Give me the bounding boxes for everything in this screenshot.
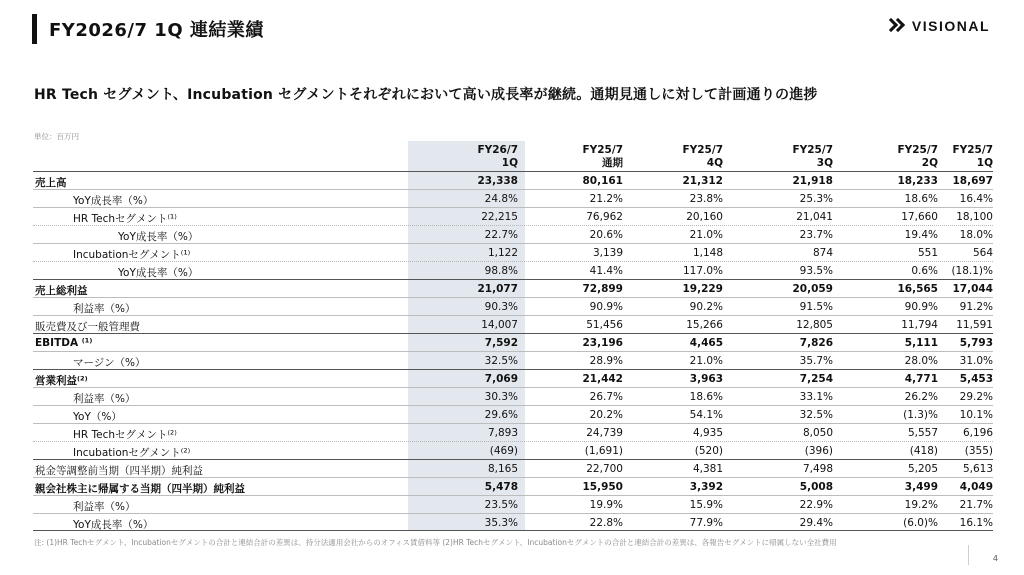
table-row <box>33 459 993 477</box>
cell-value: (1.3)% <box>903 409 938 421</box>
cell-value: 28.9% <box>589 355 623 367</box>
cell-value: 21.7% <box>959 499 993 511</box>
cell-value: 30.3% <box>484 391 518 403</box>
cell-value: 19.9% <box>589 499 623 511</box>
cell-value: 21,077 <box>477 283 518 295</box>
cell-value: 98.8% <box>484 265 518 277</box>
cell-value: 22.9% <box>799 499 833 511</box>
cell-value: 551 <box>917 247 938 259</box>
column-header: FY25/7 3Q <box>792 144 833 169</box>
cell-value: 54.1% <box>689 409 723 421</box>
table-row <box>33 351 993 369</box>
table-row <box>33 243 993 261</box>
chevron-logo-icon <box>886 18 908 34</box>
table-row <box>33 189 993 207</box>
cell-value: 26.2% <box>904 391 938 403</box>
cell-value: 5,613 <box>962 463 993 475</box>
cell-value: 21,918 <box>792 175 833 187</box>
cell-value: (1,691) <box>584 445 623 457</box>
cell-value: 20,160 <box>686 211 723 223</box>
cell-value: 51,456 <box>586 319 623 331</box>
cell-value: 23,338 <box>477 175 518 187</box>
cell-value: 93.5% <box>799 265 833 277</box>
row-label: YoY成長率（%） <box>73 519 154 531</box>
cell-value: 24.8% <box>484 193 518 205</box>
cell-value: 5,557 <box>907 427 938 439</box>
table-header <box>33 141 993 171</box>
unit-label: 単位：百万円 <box>34 132 79 141</box>
cell-value: 91.5% <box>799 301 833 313</box>
cell-value: 32.5% <box>799 409 833 421</box>
cell-value: 23.5% <box>484 499 518 511</box>
company-logo <box>886 18 990 34</box>
cell-value: (418) <box>909 445 938 457</box>
cell-value: 4,935 <box>692 427 723 439</box>
cell-value: 23,196 <box>582 337 623 349</box>
cell-value: 5,205 <box>907 463 938 475</box>
cell-value: 11,794 <box>901 319 938 331</box>
row-label: 利益率（%） <box>73 501 136 513</box>
cell-value: 6,196 <box>962 427 993 439</box>
logo-text: VISIONAL <box>911 18 990 34</box>
page-number: 4 <box>992 554 998 563</box>
cell-value: 19,229 <box>682 283 723 295</box>
cell-value: 17,044 <box>952 283 993 295</box>
column-header: FY25/7 2Q <box>897 144 938 169</box>
table-row <box>33 423 993 441</box>
column-header: FY25/7 4Q <box>682 144 723 169</box>
row-label: YoY（%） <box>73 411 122 423</box>
cell-value: 29.6% <box>484 409 518 421</box>
cell-value: 19.2% <box>904 499 938 511</box>
cell-value: 28.0% <box>904 355 938 367</box>
cell-value: 24,739 <box>586 427 623 439</box>
cell-value: 5,453 <box>959 373 993 385</box>
row-label: 売上総利益 <box>35 285 88 297</box>
cell-value: 32.5% <box>484 355 518 367</box>
cell-value: 18.6% <box>904 193 938 205</box>
table-row <box>33 333 993 351</box>
cell-value: 15,266 <box>686 319 723 331</box>
cell-value: 16.1% <box>959 517 993 529</box>
cell-value: 18.0% <box>959 229 993 241</box>
cell-value: 15,950 <box>582 481 623 493</box>
cell-value: 7,826 <box>799 337 833 349</box>
cell-value: 22.7% <box>484 229 518 241</box>
table-row <box>33 207 993 225</box>
cell-value: 7,498 <box>802 463 833 475</box>
cell-value: 16,565 <box>897 283 938 295</box>
cell-value: 20.2% <box>589 409 623 421</box>
cell-value: 23.8% <box>689 193 723 205</box>
cell-value: 564 <box>972 247 993 259</box>
table-row <box>33 279 993 297</box>
cell-value: 76,962 <box>586 211 623 223</box>
page-number-divider <box>968 545 969 565</box>
row-label: HR Techセグメント⁽²⁾ <box>73 429 177 441</box>
cell-value: 3,392 <box>689 481 723 493</box>
column-header: FY25/7 通期 <box>582 144 623 169</box>
row-label: YoY成長率（%） <box>73 195 154 207</box>
cell-value: 26.7% <box>589 391 623 403</box>
cell-value: 3,499 <box>904 481 938 493</box>
cell-value: 12,805 <box>796 319 833 331</box>
table-row <box>33 387 993 405</box>
cell-value: 7,893 <box>487 427 518 439</box>
cell-value: 15.9% <box>689 499 723 511</box>
cell-value: 5,793 <box>959 337 993 349</box>
cell-value: 1,122 <box>487 247 518 259</box>
cell-value: 29.4% <box>799 517 833 529</box>
cell-value: 22,215 <box>481 211 518 223</box>
row-label: YoY成長率（%） <box>118 267 199 279</box>
cell-value: 874 <box>812 247 833 259</box>
row-label: マージン（%） <box>73 357 146 369</box>
cell-value: 23.7% <box>799 229 833 241</box>
cell-value: 17,660 <box>901 211 938 223</box>
table-row <box>33 441 993 459</box>
cell-value: 31.0% <box>959 355 993 367</box>
cell-value: 1,148 <box>692 247 723 259</box>
cell-value: 7,592 <box>484 337 518 349</box>
cell-value: 10.1% <box>959 409 993 421</box>
row-label: 親会社株主に帰属する当期（四半期）純利益 <box>35 483 245 495</box>
cell-value: 4,465 <box>689 337 723 349</box>
cell-value: 0.6% <box>911 265 938 277</box>
row-label: EBITDA ⁽¹⁾ <box>35 337 93 349</box>
cell-value: 80,161 <box>582 175 623 187</box>
table-body <box>33 171 993 531</box>
cell-value: 21,041 <box>796 211 833 223</box>
column-header: FY26/7 1Q <box>477 144 518 169</box>
cell-value: 3,963 <box>689 373 723 385</box>
cell-value: 18,697 <box>952 175 993 187</box>
cell-value: 8,165 <box>487 463 518 475</box>
cell-value: (6.0)% <box>903 517 938 529</box>
cell-value: (520) <box>694 445 723 457</box>
table-row <box>33 405 993 423</box>
cell-value: 90.9% <box>904 301 938 313</box>
cell-value: 35.3% <box>484 517 518 529</box>
cell-value: (18.1)% <box>951 265 993 277</box>
cell-value: 8,050 <box>802 427 833 439</box>
cell-value: 35.7% <box>799 355 833 367</box>
cell-value: 21,312 <box>682 175 723 187</box>
cell-value: 21,442 <box>582 373 623 385</box>
table-row <box>33 225 993 243</box>
cell-value: 22,700 <box>586 463 623 475</box>
row-label: 利益率（%） <box>73 393 136 405</box>
cell-value: 90.9% <box>589 301 623 313</box>
row-label: 税金等調整前当期（四半期）純利益 <box>35 465 203 477</box>
table-row <box>33 261 993 279</box>
table-row <box>33 477 993 495</box>
cell-value: 5,008 <box>799 481 833 493</box>
cell-value: 21.2% <box>589 193 623 205</box>
cell-value: 14,007 <box>481 319 518 331</box>
cell-value: 90.2% <box>689 301 723 313</box>
cell-value: 5,111 <box>904 337 938 349</box>
row-label: 売上高 <box>35 177 67 189</box>
cell-value: 72,899 <box>582 283 623 295</box>
cell-value: (355) <box>964 445 993 457</box>
cell-value: 29.2% <box>959 391 993 403</box>
page-title: FY2026/7 1Q 連結業績 <box>49 20 264 41</box>
cell-value: 21.0% <box>689 355 723 367</box>
column-header: FY25/7 1Q <box>952 144 993 169</box>
table-row <box>33 171 993 189</box>
table-row <box>33 495 993 513</box>
cell-value: 22.8% <box>589 517 623 529</box>
cell-value: 18,233 <box>897 175 938 187</box>
page-title-wrap <box>32 14 264 44</box>
row-label: 利益率（%） <box>73 303 136 315</box>
footnote: 注: (1)HR Techセグメント、Incubationセグメントの合計と連結合計の差異は、持分法適用会社からのオフィス賃借料等 (2)HR Techセグメント、Incubationセグメントの合計と連結合計の差異は、各報告セグメントに帰属しない全社費用 <box>34 538 837 547</box>
cell-value: 3,139 <box>592 247 623 259</box>
cell-value: 16.4% <box>959 193 993 205</box>
cell-value: 4,771 <box>904 373 938 385</box>
cell-value: 20,059 <box>792 283 833 295</box>
table-row <box>33 315 993 333</box>
headline: HR Tech セグメント、Incubation セグメントそれぞれにおいて高い成長率が継続。通期見通しに対して計画通りの進捗 <box>34 87 818 103</box>
row-label: HR Techセグメント⁽¹⁾ <box>73 213 177 225</box>
cell-value: 21.0% <box>689 229 723 241</box>
table-row <box>33 297 993 315</box>
cell-value: 18.6% <box>689 391 723 403</box>
row-label: Incubationセグメント⁽²⁾ <box>73 447 191 459</box>
financial-table <box>33 141 993 531</box>
row-label: 営業利益⁽²⁾ <box>35 375 88 387</box>
cell-value: 7,254 <box>799 373 833 385</box>
cell-value: 91.2% <box>959 301 993 313</box>
cell-value: 41.4% <box>589 265 623 277</box>
cell-value: 117.0% <box>682 265 723 277</box>
cell-value: 18,100 <box>956 211 993 223</box>
row-label: YoY成長率（%） <box>118 231 199 243</box>
cell-value: (469) <box>489 445 518 457</box>
cell-value: 25.3% <box>799 193 833 205</box>
cell-value: 11,591 <box>956 319 993 331</box>
cell-value: 20.6% <box>589 229 623 241</box>
cell-value: 7,069 <box>484 373 518 385</box>
cell-value: 4,381 <box>692 463 723 475</box>
cell-value: (396) <box>804 445 833 457</box>
cell-value: 4,049 <box>959 481 993 493</box>
cell-value: 77.9% <box>689 517 723 529</box>
table-row <box>33 513 993 531</box>
cell-value: 5,478 <box>484 481 518 493</box>
table-row <box>33 369 993 387</box>
row-label: 販売費及び一般管理費 <box>35 321 140 333</box>
cell-value: 90.3% <box>484 301 518 313</box>
title-accent-bar <box>32 14 37 44</box>
cell-value: 33.1% <box>799 391 833 403</box>
row-label: Incubationセグメント⁽¹⁾ <box>73 249 191 261</box>
cell-value: 19.4% <box>904 229 938 241</box>
